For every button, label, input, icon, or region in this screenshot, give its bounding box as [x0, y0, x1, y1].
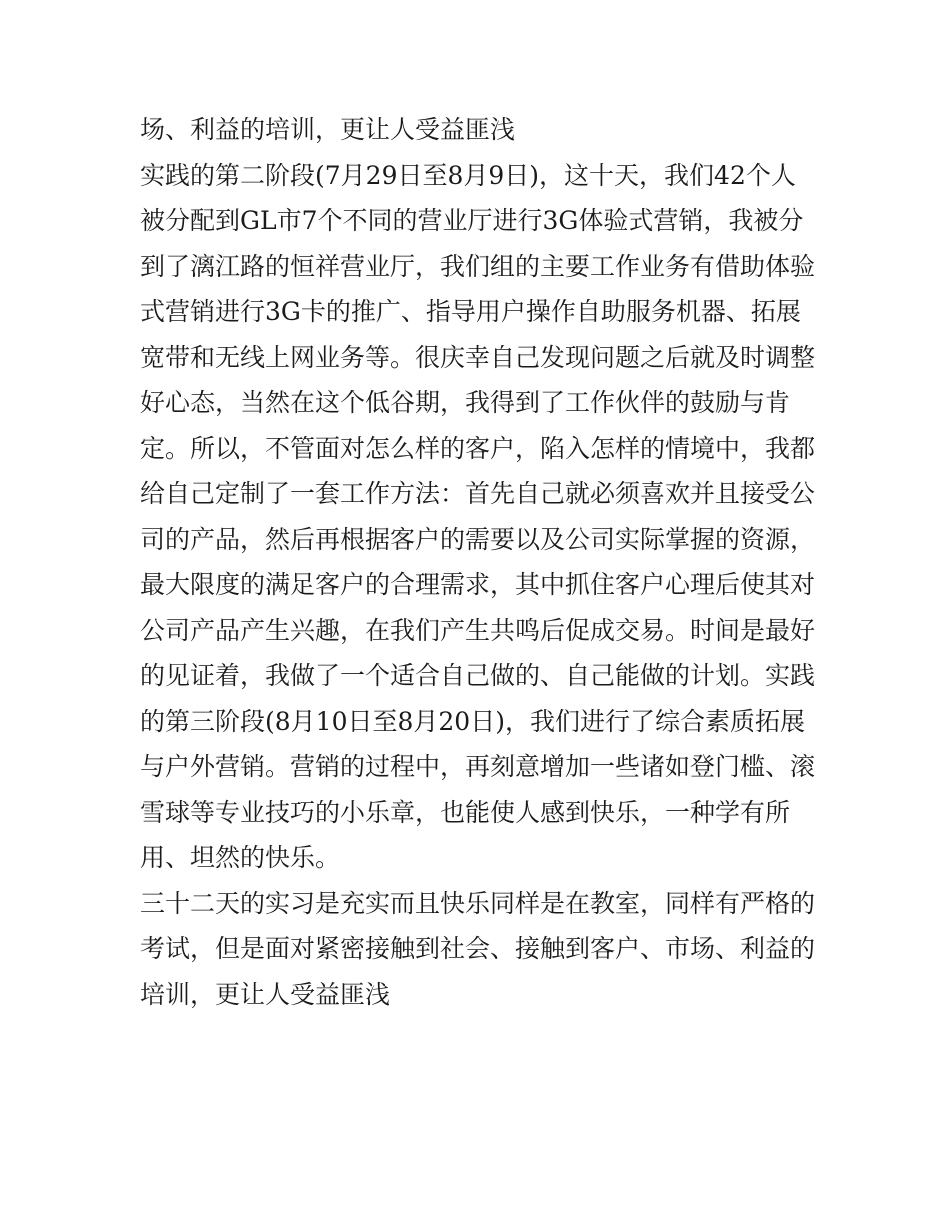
text-line: 被分配到GL市7个不同的营业厅进行3G体验式营销，我被分: [140, 206, 804, 235]
text-line: 宽带和无线上网业务等。很庆幸自己发现问题之后就及时调整: [140, 342, 816, 372]
text-line: 式营销进行3G卡的推广、指导用户操作自助服务机器、拓展: [140, 297, 801, 326]
text-line: 考试，但是面对紧密接触到社会、接触到客户、市场、利益的: [140, 934, 816, 963]
text-line: 司的产品，然后再根据客户的需要以及公司实际掌握的资源，: [140, 524, 816, 554]
text-line: 最大限度的满足客户的合理需求，其中抓住客户心理后使其对: [140, 570, 816, 599]
text-line: 到了漓江路的恒祥营业厅，我们组的主要工作业务有借助体验: [140, 251, 816, 281]
text-line: 实践的第二阶段(7月29日至8月9日)，这十天，我们42个人: [140, 160, 796, 190]
text-line: 与户外营销。营销的过程中，再刻意增加一些诸如登门槛、滚: [140, 752, 816, 781]
text-line: 的见证着，我做了一个适合自己做的、自己能做的计划。实践: [140, 661, 816, 690]
text-line: 用、坦然的快乐。: [140, 843, 341, 872]
text-line: 培训，更让人受益匪浅: [140, 979, 391, 1009]
text-line: 定。所以，不管面对怎么样的客户，陷入怎样的情境中，我都: [140, 433, 816, 463]
text-line: 三十二天的实习是充实而且快乐同样是在教室，同样有严格的: [140, 888, 816, 918]
text-line: 雪球等专业技巧的小乐章，也能使人感到快乐，一种学有所: [140, 797, 791, 827]
body-text: [140, 107, 820, 1017]
text-line: 公司产品产生兴趣，在我们产生共鸣后促成交易。时间是最好: [140, 615, 816, 645]
text-line: 场、利益的培训，更让人受益匪浅: [140, 115, 516, 144]
text-line: 好心态，当然在这个低谷期，我得到了工作伙伴的鼓励与肯: [140, 388, 791, 417]
text-line: 的第三阶段(8月10日至8月20日)，我们进行了综合素质拓展: [140, 706, 805, 736]
text-line: 给自己定制了一套工作方法：首先自己就必须喜欢并且接受公: [140, 479, 816, 508]
